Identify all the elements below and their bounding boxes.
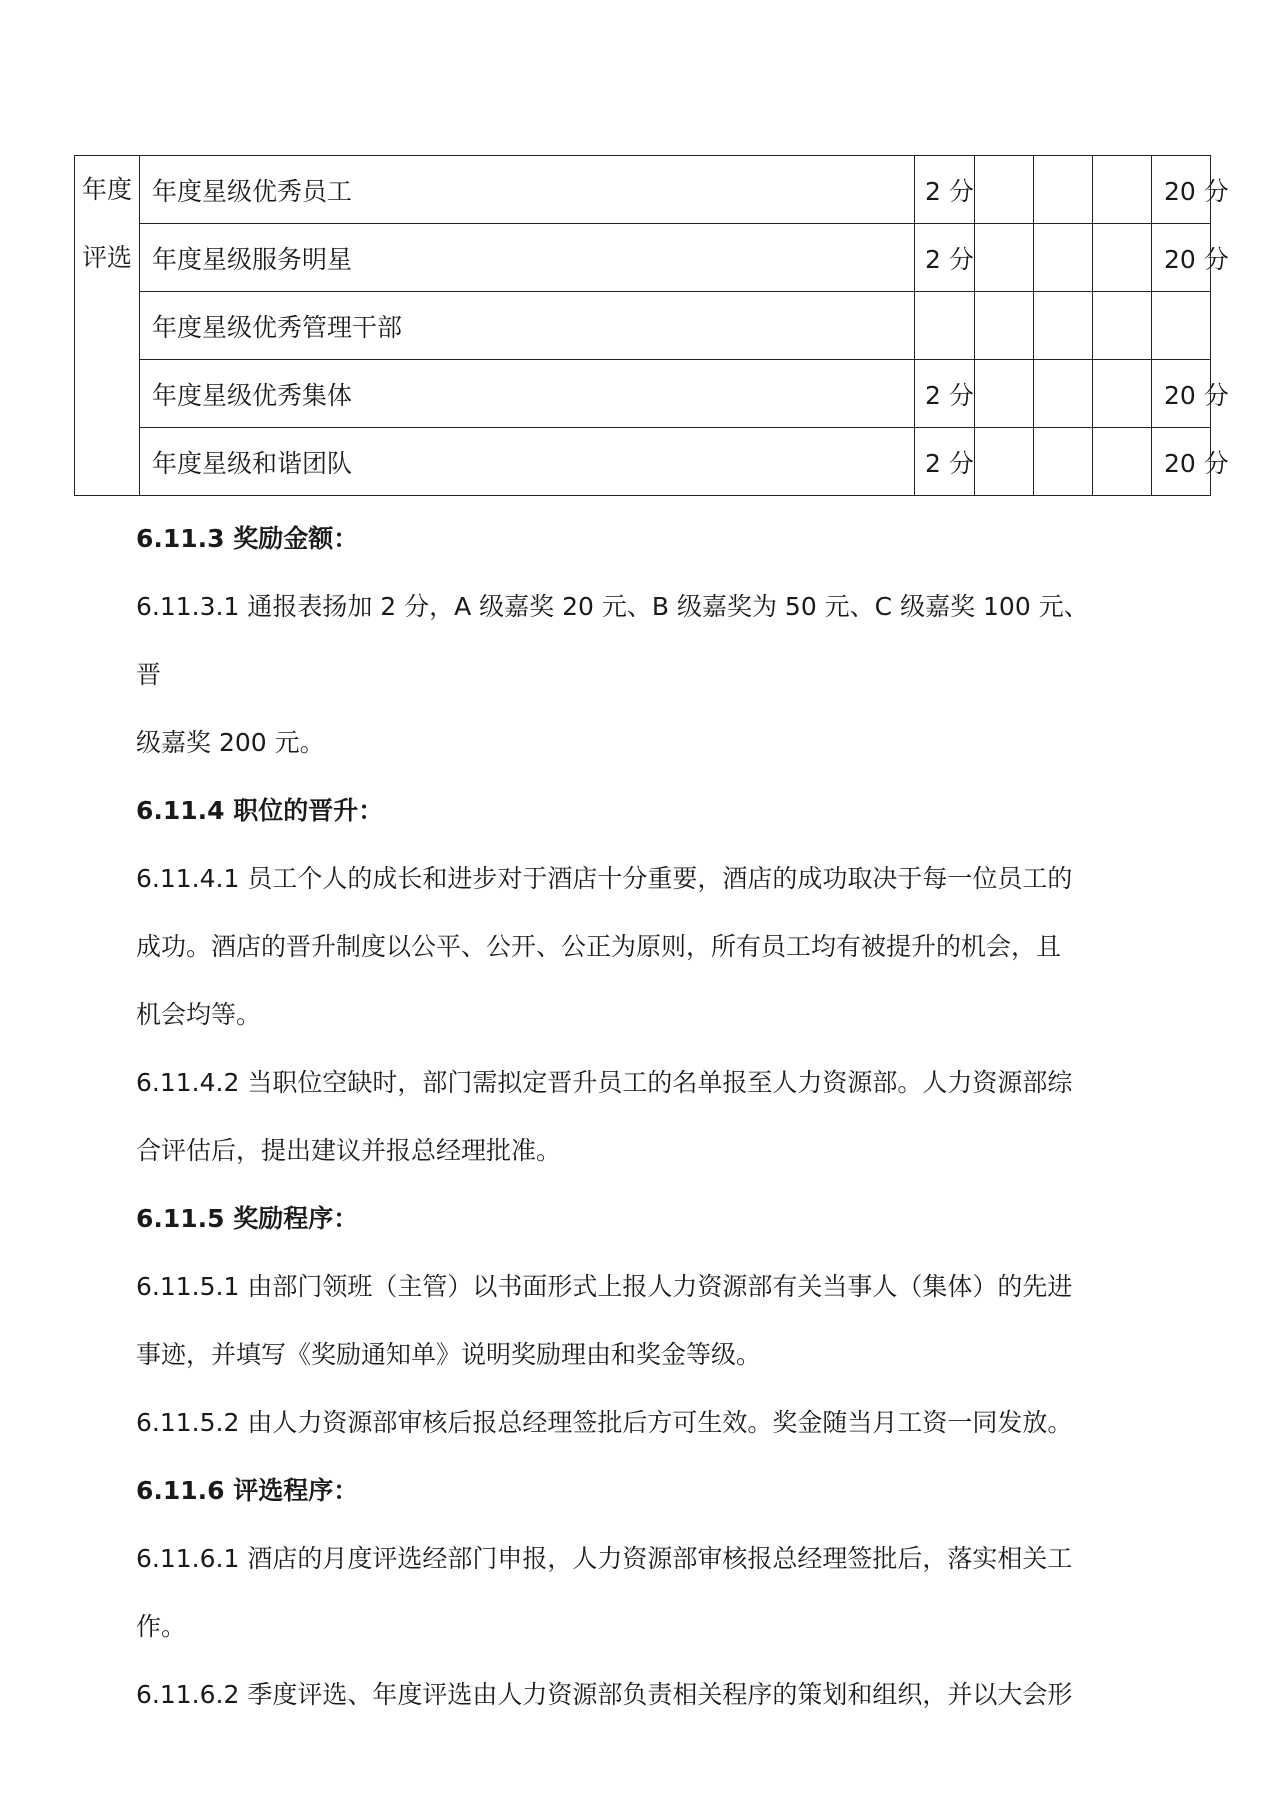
section-heading: 6.11.6 评选程序： [136, 1476, 359, 1505]
paragraph-line: 6.11.3.1 通报表扬加 2 分，A 级嘉奖 20 元、B 级嘉奖为 50 元、C 级嘉奖 100 元、晋 [136, 592, 1089, 689]
award-name: 年度星级和谐团队 [140, 428, 915, 496]
award-table [74, 155, 1229, 496]
empty-cell [1093, 292, 1152, 360]
award-amount [1152, 292, 1211, 360]
award-points: 2 分 [915, 360, 975, 428]
table-row [75, 156, 1211, 224]
award-points [915, 292, 975, 360]
paragraph-line: 合评估后，提出建议并报总经理批准。 [136, 1136, 562, 1165]
award-amount: 20 分 [1152, 428, 1211, 496]
paragraph-line: 成功。酒店的晋升制度以公平、公开、公正为原则，所有员工均有被提升的机会，且 [136, 932, 1062, 961]
empty-cell [1093, 360, 1152, 428]
empty-cell [975, 428, 1034, 496]
section-heading: 6.11.5 奖励程序： [136, 1204, 359, 1233]
empty-cell [1034, 292, 1093, 360]
award-amount: 20 分 [1152, 360, 1211, 428]
empty-cell [1034, 224, 1093, 292]
paragraph-line: 6.11.6.2 季度评选、年度评选由人力资源部负责相关程序的策划和组织，并以大会形 [136, 1680, 1073, 1709]
table-row [75, 292, 1211, 360]
table-row [75, 360, 1211, 428]
paragraph-line: 事迹，并填写《奖励通知单》说明奖励理由和奖金等级。 [136, 1340, 762, 1369]
empty-cell [1034, 428, 1093, 496]
table-row [75, 224, 1211, 292]
empty-cell [1093, 224, 1152, 292]
award-points: 2 分 [915, 224, 975, 292]
paragraph-line: 机会均等。 [136, 1000, 262, 1029]
paragraph-line: 6.11.5.2 由人力资源部审核后报总经理签批后方可生效。奖金随当月工资一同发放。 [136, 1408, 1073, 1437]
award-points: 2 分 [915, 428, 975, 496]
empty-cell [975, 360, 1034, 428]
award-points: 2 分 [915, 156, 975, 224]
section-heading: 6.11.4 职位的晋升： [136, 796, 384, 825]
paragraph-line: 6.11.5.1 由部门领班（主管）以书面形式上报人力资源部有关当事人（集体）的先进 [136, 1272, 1073, 1301]
paragraph-line: 6.11.4.2 当职位空缺时，部门需拟定晋升员工的名单报至人力资源部。人力资源部综 [136, 1068, 1073, 1097]
award-name: 年度星级优秀员工 [140, 156, 915, 224]
paragraph-line: 6.11.6.1 酒店的月度评选经部门申报，人力资源部审核报总经理签批后，落实相关工 [136, 1544, 1073, 1573]
empty-cell [975, 156, 1034, 224]
paragraph-line: 级嘉奖 200 元。 [136, 728, 325, 757]
empty-cell [975, 292, 1034, 360]
table-row [75, 428, 1211, 496]
section-heading: 6.11.3 奖励金额： [136, 524, 359, 553]
award-name: 年度星级服务明星 [140, 224, 915, 292]
empty-cell [1034, 156, 1093, 224]
award-name: 年度星级优秀集体 [140, 360, 915, 428]
category-label-line1: 年度 [81, 175, 132, 204]
award-amount: 20 分 [1152, 224, 1211, 292]
category-cell [75, 156, 140, 496]
award-name: 年度星级优秀管理干部 [140, 292, 915, 360]
category-label-line2: 评选 [81, 243, 132, 272]
paragraph-line: 作。 [136, 1612, 187, 1641]
empty-cell [1093, 156, 1152, 224]
paragraph-line: 6.11.4.1 员工个人的成长和进步对于酒店十分重要，酒店的成功取决于每一位员工的 [136, 864, 1073, 893]
empty-cell [975, 224, 1034, 292]
empty-cell [1093, 428, 1152, 496]
award-amount: 20 分 [1152, 156, 1211, 224]
empty-cell [1034, 360, 1093, 428]
document-body [136, 505, 1096, 1729]
